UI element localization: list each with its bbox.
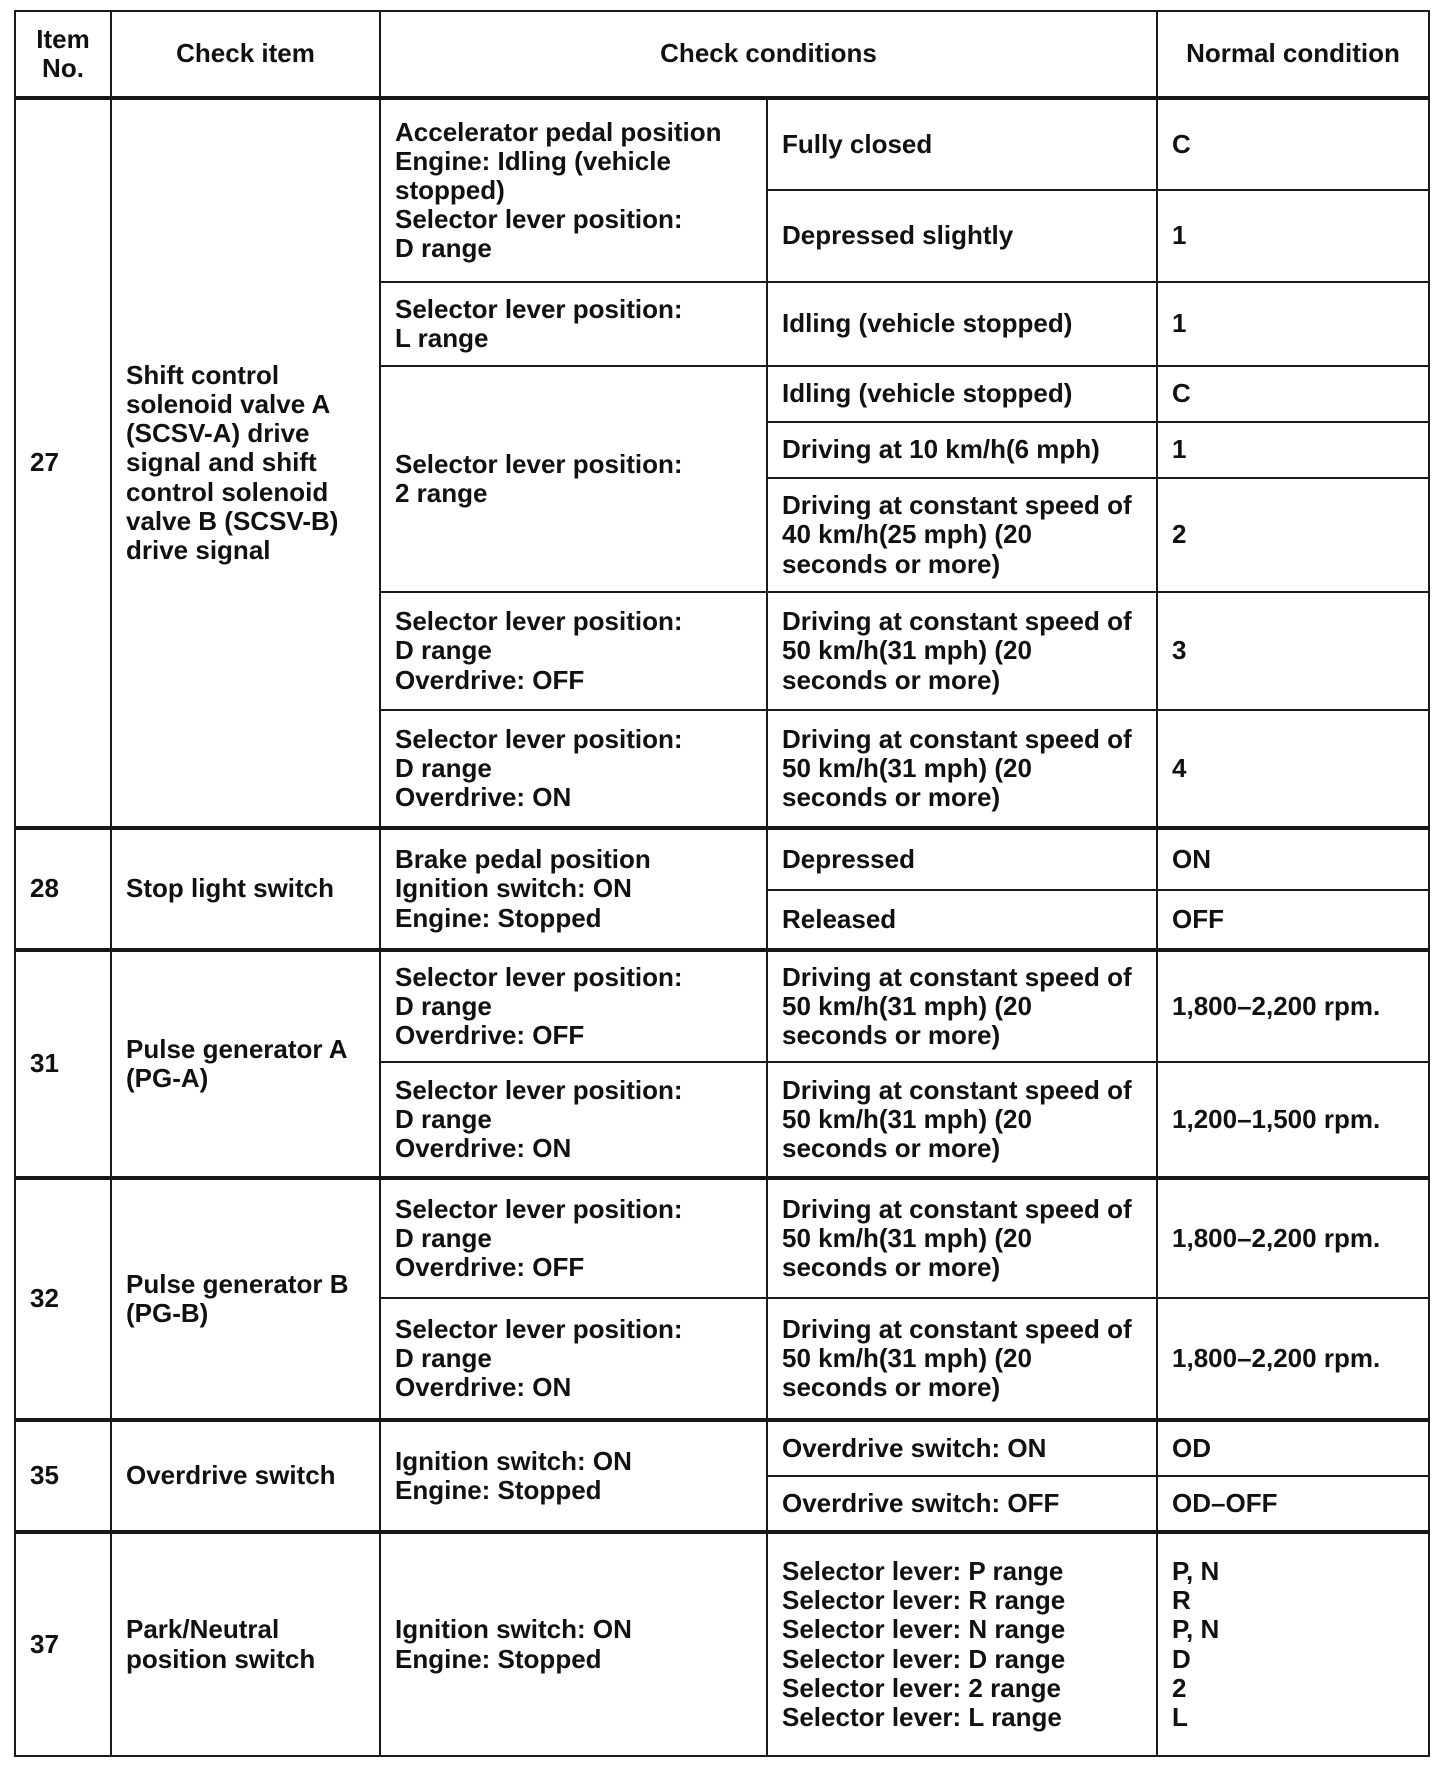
normal-value: 1,800–2,200 rpm. bbox=[1157, 950, 1429, 1062]
check-condition: Selector lever position: D range Overdrive: OFF bbox=[380, 950, 767, 1062]
item-number: 28 bbox=[15, 828, 111, 950]
condition-detail: Driving at constant speed of 40 km/h(25 mph) (20 seconds or more) bbox=[767, 478, 1157, 592]
condition-detail: Driving at constant speed of 50 km/h(31 mph) (20 seconds or more) bbox=[767, 710, 1157, 828]
check-condition: Selector lever position: D range Overdrive: OFF bbox=[380, 592, 767, 710]
spec-sheet bbox=[14, 10, 1428, 1757]
condition-detail: Selector lever: P range Selector lever: R range Selector lever: N range Selector lever: D range Selector lever: 2 range Selector lever: L range bbox=[767, 1532, 1157, 1756]
condition-detail: Fully closed bbox=[767, 98, 1157, 190]
check-item-name: Shift control solenoid valve A (SCSV-A) drive signal and shift control solenoid valve B (SCSV-B) drive signal bbox=[111, 98, 380, 828]
check-item-name: Park/Neutral position switch bbox=[111, 1532, 380, 1756]
check-item-name: Pulse generator A (PG-A) bbox=[111, 950, 380, 1178]
condition-detail: Driving at constant speed of 50 km/h(31 mph) (20 seconds or more) bbox=[767, 1178, 1157, 1298]
table-row bbox=[15, 1532, 1429, 1756]
table-row bbox=[15, 950, 1429, 1062]
normal-value: P, N R P, N D 2 L bbox=[1157, 1532, 1429, 1756]
normal-value: ON bbox=[1157, 828, 1429, 890]
normal-value: OFF bbox=[1157, 890, 1429, 950]
normal-value: 2 bbox=[1157, 478, 1429, 592]
check-condition: Selector lever position: D range Overdrive: ON bbox=[380, 1062, 767, 1178]
header-row bbox=[15, 11, 1429, 98]
condition-detail: Overdrive switch: OFF bbox=[767, 1476, 1157, 1532]
check-condition: Selector lever position: D range Overdrive: OFF bbox=[380, 1178, 767, 1298]
item-number: 31 bbox=[15, 950, 111, 1178]
condition-detail: Depressed bbox=[767, 828, 1157, 890]
condition-detail: Idling (vehicle stopped) bbox=[767, 366, 1157, 422]
check-condition: Ignition switch: ON Engine: Stopped bbox=[380, 1532, 767, 1756]
table-row bbox=[15, 1420, 1429, 1476]
condition-detail: Released bbox=[767, 890, 1157, 950]
header-item-no: Item No. bbox=[15, 11, 111, 98]
item-number: 35 bbox=[15, 1420, 111, 1532]
check-item-name: Stop light switch bbox=[111, 828, 380, 950]
table-row bbox=[15, 828, 1429, 890]
normal-value: C bbox=[1157, 366, 1429, 422]
item-number: 27 bbox=[15, 98, 111, 828]
header-normal-condition: Normal condition bbox=[1157, 11, 1429, 98]
condition-detail: Driving at constant speed of 50 km/h(31 mph) (20 seconds or more) bbox=[767, 592, 1157, 710]
normal-value: OD bbox=[1157, 1420, 1429, 1476]
normal-value: 1,800–2,200 rpm. bbox=[1157, 1298, 1429, 1420]
normal-value: 1,800–2,200 rpm. bbox=[1157, 1178, 1429, 1298]
condition-detail: Driving at constant speed of 50 km/h(31 mph) (20 seconds or more) bbox=[767, 1062, 1157, 1178]
condition-detail: Driving at constant speed of 50 km/h(31 mph) (20 seconds or more) bbox=[767, 950, 1157, 1062]
condition-detail: Driving at 10 km/h(6 mph) bbox=[767, 422, 1157, 478]
check-condition: Selector lever position: D range Overdrive: ON bbox=[380, 710, 767, 828]
check-condition: Accelerator pedal position Engine: Idling (vehicle stopped) Selector lever position: D range bbox=[380, 98, 767, 282]
normal-value: C bbox=[1157, 98, 1429, 190]
normal-value: 1 bbox=[1157, 282, 1429, 366]
normal-value: 4 bbox=[1157, 710, 1429, 828]
check-condition: Selector lever position: D range Overdrive: ON bbox=[380, 1298, 767, 1420]
check-table bbox=[14, 10, 1430, 1757]
condition-detail: Depressed slightly bbox=[767, 190, 1157, 282]
normal-value: 1 bbox=[1157, 190, 1429, 282]
normal-value: 1 bbox=[1157, 422, 1429, 478]
header-check-item: Check item bbox=[111, 11, 380, 98]
condition-detail: Idling (vehicle stopped) bbox=[767, 282, 1157, 366]
table-row bbox=[15, 1178, 1429, 1298]
normal-value: 3 bbox=[1157, 592, 1429, 710]
check-item-name: Overdrive switch bbox=[111, 1420, 380, 1532]
item-number: 37 bbox=[15, 1532, 111, 1756]
check-condition: Ignition switch: ON Engine: Stopped bbox=[380, 1420, 767, 1532]
check-condition: Brake pedal position Ignition switch: ON Engine: Stopped bbox=[380, 828, 767, 950]
condition-detail: Driving at constant speed of 50 km/h(31 mph) (20 seconds or more) bbox=[767, 1298, 1157, 1420]
table-row bbox=[15, 98, 1429, 190]
check-condition: Selector lever position: 2 range bbox=[380, 366, 767, 592]
check-condition: Selector lever position: L range bbox=[380, 282, 767, 366]
normal-value: OD–OFF bbox=[1157, 1476, 1429, 1532]
normal-value: 1,200–1,500 rpm. bbox=[1157, 1062, 1429, 1178]
check-item-name: Pulse generator B (PG-B) bbox=[111, 1178, 380, 1420]
condition-detail: Overdrive switch: ON bbox=[767, 1420, 1157, 1476]
item-number: 32 bbox=[15, 1178, 111, 1420]
header-check-conditions: Check conditions bbox=[380, 11, 1157, 98]
